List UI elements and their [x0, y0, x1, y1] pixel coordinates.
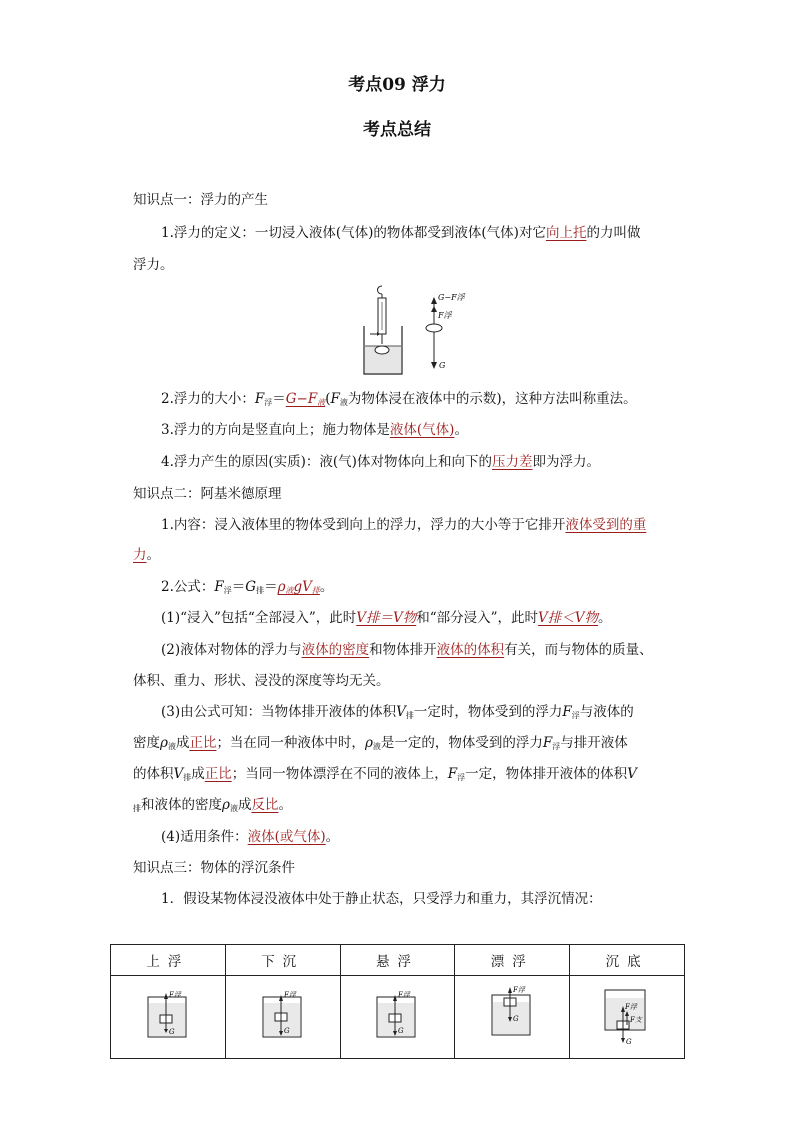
table-header-row [111, 945, 685, 976]
svg-text:F浮: F浮 [398, 991, 411, 999]
svg-text:F浮: F浮 [283, 991, 296, 999]
buoyancy-direction-line: 3.浮力的方向是竖直向上；施力物体是液体(气体)。 [161, 422, 468, 438]
svg-text:G: G [398, 1027, 405, 1035]
float-sink-intro: 1．假设某物体浸没液体中处于静止状态，只受浮力和重力，其浮沉情况： [161, 891, 602, 907]
table-header-cell: 上浮 [111, 945, 226, 976]
note-2-line: (2)液体对物体的浮力与液体的密度和物体排开液体的体积有关，而与物体的质量、 [161, 642, 653, 658]
formula-line: 2.公式：$F_浮=G_排=\rho_液gV_排$。 [161, 579, 334, 595]
answer-blank: 液体(气体) [389, 422, 455, 438]
note-3-line-1: (3)由公式可知：当物体排开液体的体积$V_排$一定时，物体受到的浮力$F_浮$与液体的 [161, 704, 634, 720]
rising-figure-cell [111, 976, 226, 1059]
answer-blank: V排＜V物 [538, 610, 599, 626]
table-image-row [111, 976, 685, 1059]
buoyancy-size-line: 2.浮力的大小：$F_浮=G-F_液(F_液$为物体浸在液体中的示数)，这种方法叫称重法。 [161, 391, 637, 407]
answer-blank: $\rho_液gV_排$ [277, 579, 320, 595]
answer-blank: 正比 [204, 766, 232, 782]
bottom-beaker-icon [597, 984, 657, 1046]
answer-blank: 液体的体积 [436, 642, 505, 658]
floating-beaker-icon [482, 985, 542, 1045]
rising-beaker-icon [138, 985, 198, 1045]
buoyancy-cause-line: 4.浮力产生的原因(实质)：液(气)体对物体向上和向下的压力差即为浮力。 [161, 454, 600, 470]
fig-label-mid: F浮 [438, 311, 452, 320]
archimedes-content-line: 1.内容：浸入液体里的物体受到向上的浮力，浮力的大小等于它排开液体受到的重 [161, 517, 647, 533]
fig-label-bot: G [439, 361, 446, 370]
fig-label-top: G−F浮 [438, 293, 465, 302]
svg-text:G: G [168, 1028, 175, 1036]
suspended-figure-cell [340, 976, 455, 1059]
answer-blank: V排＝V物 [356, 610, 417, 626]
note-2-line-cont: 体积、重力、形状、浸没的深度等均无关。 [133, 673, 390, 689]
table-header-cell: 漂浮 [455, 945, 570, 976]
sinking-figure-cell [225, 976, 340, 1059]
table-header-cell: 悬浮 [340, 945, 455, 976]
sinking-beaker-icon [253, 985, 313, 1045]
bottom-figure-cell [570, 976, 685, 1059]
definition-line: 1.浮力的定义：一切浸入液体(气体)的物体都受到液体(气体)对它向上托的力叫做 [161, 225, 641, 241]
svg-text:F浮: F浮 [625, 1003, 637, 1011]
svg-text:G: G [283, 1027, 290, 1035]
section-heading-1: 知识点一：浮力的产生 [133, 192, 268, 208]
answer-blank: 液体的密度 [301, 642, 370, 658]
svg-text:F浮: F浮 [168, 991, 181, 999]
note-3-line-4: $_排$和液体的密度$\rho_液$成反比。 [133, 797, 292, 813]
svg-text:F浮: F浮 [513, 986, 526, 994]
table-header-cell: 下沉 [225, 945, 340, 976]
svg-text:F支: F支 [630, 1016, 642, 1024]
suspended-beaker-icon [367, 985, 427, 1045]
answer-blank: 压力差 [491, 454, 533, 470]
answer-blank: 液体受到的重 [565, 517, 647, 533]
archimedes-content-line-cont: 力。 [133, 547, 160, 563]
float-sink-table [110, 944, 685, 1059]
svg-text:G: G [626, 1038, 632, 1046]
answer-blank: 力 [133, 547, 147, 563]
answer-blank: 向上托 [545, 225, 587, 241]
page-title: 考点09 浮力 [348, 75, 446, 95]
note-4-line: (4)适用条件：液体(或气体)。 [161, 829, 340, 845]
svg-text:G: G [513, 1015, 519, 1023]
note-1-line: (1)“浸入”包括“全部浸入”，此时V排＝V物和“部分浸入”，此时V排＜V物。 [161, 610, 612, 626]
floating-figure-cell [455, 976, 570, 1059]
answer-blank: 正比 [189, 735, 217, 751]
answer-blank: 反比 [251, 797, 279, 813]
spring-scale-beaker-figure [358, 284, 468, 380]
answer-blank: 液体(或气体) [247, 829, 326, 845]
note-3-line-3: 的体积$V_排$成正比；当同一物体漂浮在不同的液体上，$F_浮$一定，物体排开液体的体积V [133, 766, 637, 782]
answer-blank: $G-F_液$ [285, 391, 326, 407]
section-heading-2: 知识点二：阿基米德原理 [133, 486, 282, 502]
definition-line-cont: 浮力。 [133, 257, 174, 273]
section-heading-3: 知识点三：物体的浮沉条件 [133, 860, 295, 876]
page-subtitle: 考点总结 [363, 120, 431, 140]
note-3-line-2: 密度$\rho_液$成正比；当在同一种液体中时，$\rho_液$是一定的，物体受到的浮力$F_浮$与排开液体 [133, 735, 628, 751]
table-header-cell: 沉底 [570, 945, 685, 976]
